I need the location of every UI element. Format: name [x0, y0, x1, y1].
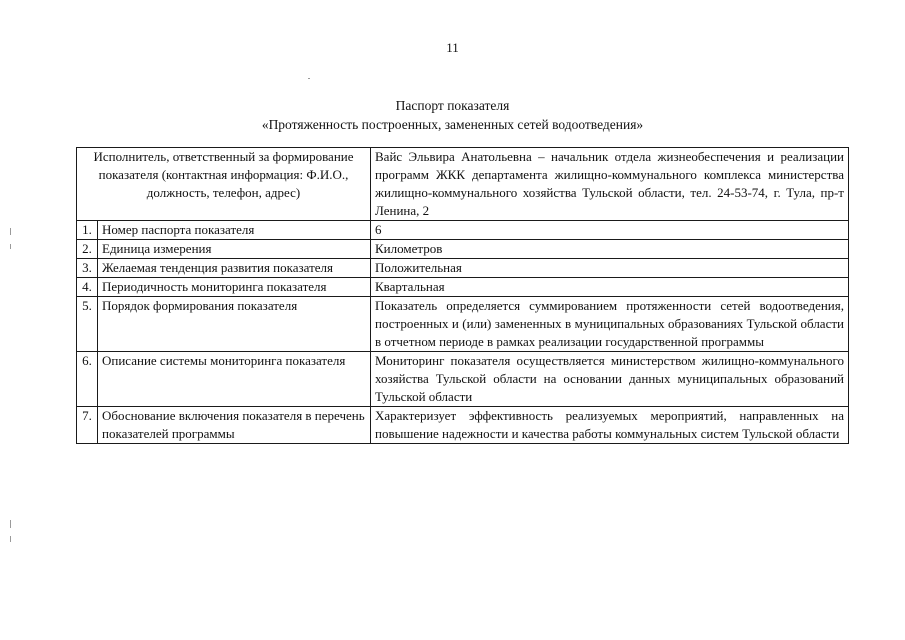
title-line-2: «Протяженность построенных, замененных сетей водоотведения»	[261, 117, 644, 132]
page-number: 11	[446, 40, 459, 55]
table-row-header	[77, 148, 849, 221]
scan-mark	[10, 228, 11, 235]
title-line-1: Паспорт показателя	[395, 98, 510, 113]
scan-mark	[10, 520, 11, 528]
row-label: Описание системы мониторинга показателя	[98, 352, 371, 407]
row-number: 4.	[77, 278, 98, 297]
row-number: 3.	[77, 259, 98, 278]
row-value: Квартальная	[371, 278, 849, 297]
row-label: Периодичность мониторинга показателя	[98, 278, 371, 297]
table-row	[77, 259, 849, 278]
scan-mark	[308, 78, 310, 79]
responsible-person-value: Вайс Эльвира Анатольевна – начальник отдела жизнеобеспечения и реализации программ ЖКК департамента жилищно-коммунального комплекса министерства жилищно-коммунального хозяйства Тульской области, тел. 24-53-74, г. Тула, пр-т Ленина, 2	[371, 148, 849, 221]
table-row	[77, 297, 849, 352]
row-value: Положительная	[371, 259, 849, 278]
row-label: Порядок формирования показателя	[98, 297, 371, 352]
row-value: Километров	[371, 240, 849, 259]
table-row	[77, 352, 849, 407]
scan-mark	[10, 536, 11, 542]
table-row	[77, 240, 849, 259]
indicator-passport-table	[76, 147, 849, 444]
scan-mark	[10, 244, 11, 249]
row-value: Мониторинг показателя осуществляется министерством жилищно-коммунального хозяйства Тульской области на основании данных муниципальных образований Тульской области	[371, 352, 849, 407]
table-row	[77, 221, 849, 240]
row-number: 2.	[77, 240, 98, 259]
row-label: Обоснование включения показателя в перечень показателей программы	[98, 407, 371, 444]
responsible-person-label: Исполнитель, ответственный за формирование показателя (контактная информация: Ф.И.О., должность, телефон, адрес)	[77, 148, 371, 221]
table-row	[77, 278, 849, 297]
row-value: 6	[371, 221, 849, 240]
row-label: Единица измерения	[98, 240, 371, 259]
row-number: 5.	[77, 297, 98, 352]
row-value: Характеризует эффективность реализуемых мероприятий, направленных на повышение надежности и качества работы коммунальных систем Тульской области	[371, 407, 849, 444]
row-number: 7.	[77, 407, 98, 444]
row-value: Показатель определяется суммированием протяженности сетей водоотведения, построенных и (или) замененных в муниципальных образованиях Тульской области в отчетном периоде в рамках реализации государственной программы	[371, 297, 849, 352]
document-title	[0, 96, 905, 134]
table-row	[77, 407, 849, 444]
row-number: 6.	[77, 352, 98, 407]
row-label: Желаемая тенденция развития показателя	[98, 259, 371, 278]
row-label: Номер паспорта показателя	[98, 221, 371, 240]
row-number: 1.	[77, 221, 98, 240]
